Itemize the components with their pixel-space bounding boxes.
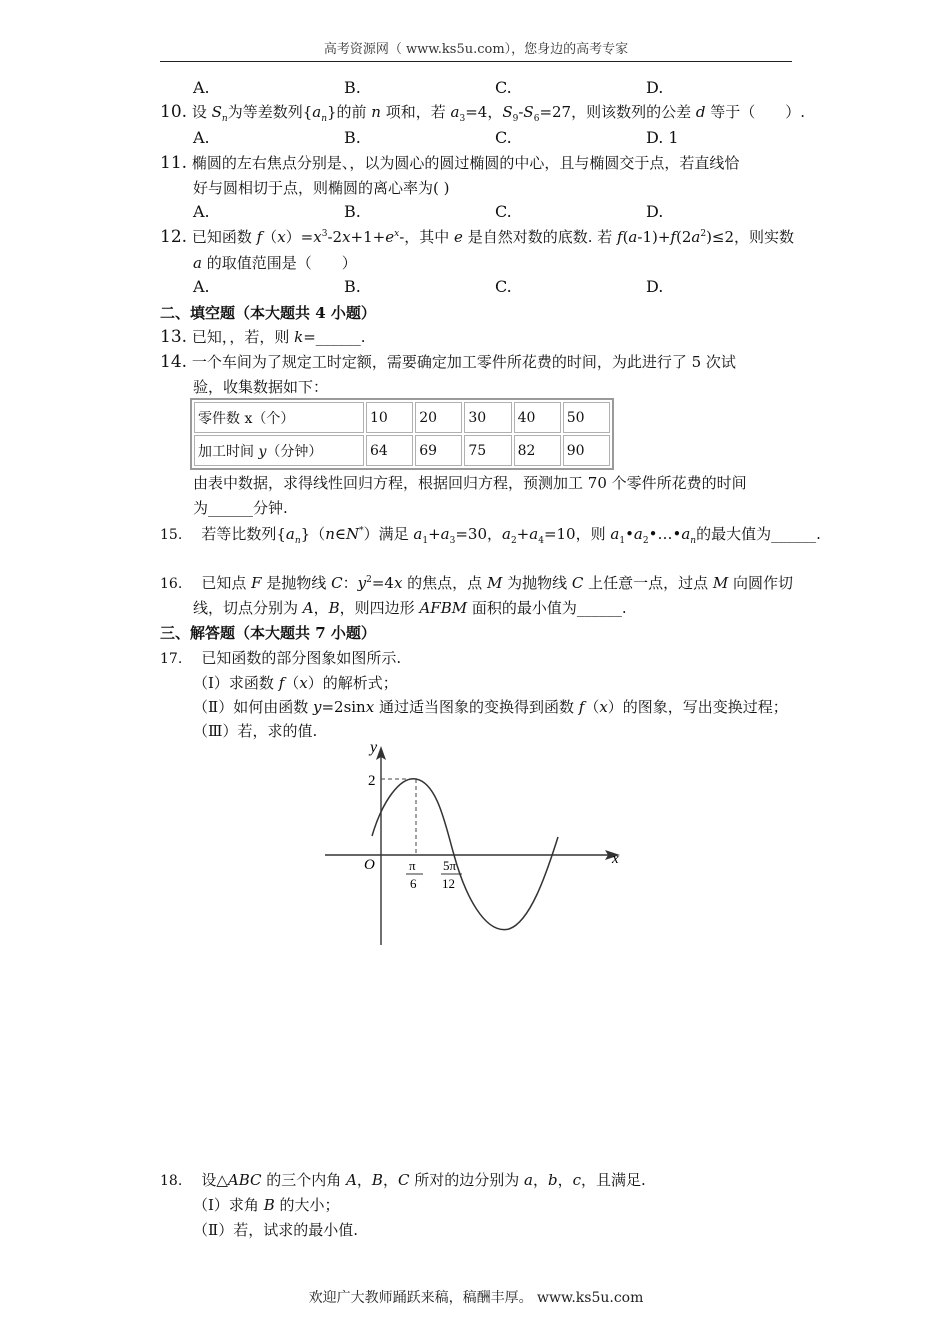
tick1-denominator: 6 — [410, 876, 417, 891]
question-12-line2: a 的取值范围是（ ） — [193, 254, 357, 272]
table-cell: 10 — [366, 402, 413, 433]
option-c: C. — [495, 277, 512, 296]
table-cell: 69 — [415, 435, 462, 466]
option-b: B. — [344, 128, 361, 147]
table-cell: 20 — [415, 402, 462, 433]
question-14-after2: 为______分钟. — [193, 499, 288, 517]
question-10: 10. 设 $S_n$为等差数列$\{a_n\}$的前 n 项和，若 $a_3=4$，$S_9-S_6=27$，则该数列的公差 d 等于（ ）. — [160, 102, 806, 124]
question-13: 13. 已知，，若，则 k=______. — [160, 327, 366, 347]
question-11-line2: 好与圆相切于点，则椭圆的离心率为( ) — [193, 179, 450, 197]
question-16: 16. 已知点 F 是抛物线 C：$y^2=4x$ 的焦点，点 M 为抛物线 C 上任意一点，过点 M 向圆作切 — [160, 574, 794, 592]
table-cell: 75 — [464, 435, 511, 466]
question-17: 17. 已知函数的部分图象如图所示. — [160, 649, 402, 667]
option-d: D. — [646, 202, 664, 221]
table-cell: 64 — [366, 435, 413, 466]
question-17-part2: （Ⅱ）如何由函数 y=2sinx 通过适当图象的变换得到函数 f（x）的图象，写出变换过程； — [193, 698, 788, 716]
sine-curve — [372, 779, 558, 930]
table-cell: 90 — [563, 435, 610, 466]
question-18-part2: （Ⅱ）若，试求的最小值. — [193, 1221, 358, 1239]
option-d: D. — [646, 78, 664, 97]
option-a: A. — [193, 78, 210, 97]
data-table — [190, 398, 614, 470]
question-14-line2: 验，收集数据如下： — [193, 378, 329, 396]
table-row — [194, 402, 610, 433]
max-value-label: 2 — [368, 773, 376, 789]
option-a: A. — [193, 128, 210, 147]
table-cell: 82 — [514, 435, 561, 466]
section-fill-in-title: 二、填空题（本大题共 4 小题） — [160, 304, 376, 322]
question-14-after1: 由表中数据，求得线性回归方程，根据回归方程，预测加工 70 个零件所花费的时间 — [193, 474, 747, 492]
table-header-cell: 零件数 x（个） — [194, 402, 364, 433]
table-row — [194, 435, 610, 466]
option-c: C. — [495, 128, 512, 147]
tick1-numerator: π — [409, 858, 416, 873]
origin-label: O — [364, 857, 375, 873]
option-b: B. — [344, 202, 361, 221]
tick2-numerator: 5π — [443, 858, 457, 873]
option-b: B. — [344, 277, 361, 296]
page-footer: 欢迎广大教师踊跃来稿，稿酬丰厚。 www.ks5u.com — [308, 1290, 644, 1306]
table-cell: 40 — [514, 402, 561, 433]
x-axis-label: x — [612, 851, 619, 867]
question-16-line2: 线，切点分别为 A，B，则四边形 AFBM 面积的最小值为______. — [193, 599, 627, 617]
option-d: D. 1 — [646, 128, 679, 147]
option-a: A. — [193, 202, 210, 221]
option-d: D. — [646, 277, 664, 296]
question-12: 12. 已知函数 $f(x)=x^3-2x+1+e^x-$，其中 e 是自然对数的底数. 若 $f(a-1)+f(2a^2)\le 2$，则实数 — [160, 227, 795, 247]
option-b: B. — [344, 78, 361, 97]
question-11: 11. 椭圆的左右焦点分别是、，以为圆心的圆过椭圆的中心，且与椭圆交于点，若直线恰 — [160, 153, 740, 173]
question-14: 14. 一个车间为了规定工时定额，需要确定加工零件所花费的时间，为此进行了 5 次试 — [160, 352, 736, 372]
table-cell: 50 — [563, 402, 610, 433]
table-cell: 30 — [464, 402, 511, 433]
option-c: C. — [495, 78, 512, 97]
question-15: 15. 若等比数列$\{a_n\}(n\in N^*)$满足 $a_1+a_3=30$，$a_2+a_4=10$，则 $a_1•a_2•\dots•a_n$的最大值为______. — [160, 525, 821, 546]
option-a: A. — [193, 277, 210, 296]
question-17-part1: （Ⅰ）求函数 f（x）的解析式； — [193, 674, 398, 692]
question-17-part3: （Ⅲ）若，求的值. — [193, 722, 318, 740]
section-answer-title: 三、解答题（本大题共 7 小题） — [160, 624, 376, 642]
sine-graph-figure — [320, 740, 630, 950]
y-axis-label: y — [370, 740, 378, 756]
page-header: 高考资源网（ www.ks5u.com），您身边的高考专家 — [160, 38, 792, 62]
option-c: C. — [495, 202, 512, 221]
tick2-denominator: 12 — [442, 876, 455, 891]
question-18-part1: （Ⅰ）求角 B 的大小； — [193, 1196, 340, 1214]
table-header-cell: 加工时间 y（分钟） — [194, 435, 364, 466]
question-18: 18. 设△ABC 的三个内角 A，B，C 所对的边分别为 a，b，c，且满足. — [160, 1171, 646, 1189]
